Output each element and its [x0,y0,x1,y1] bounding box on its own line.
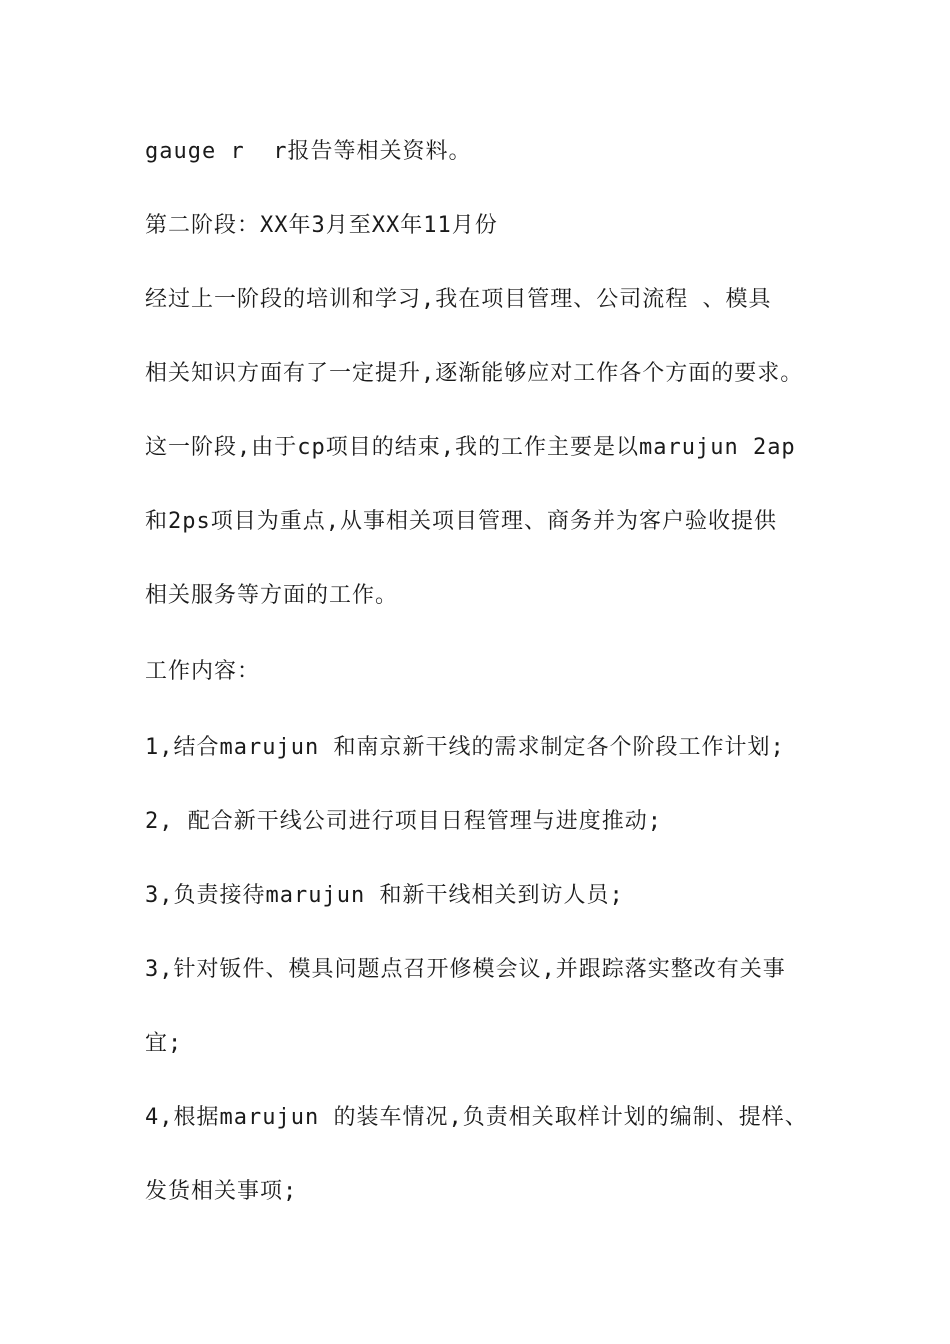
list-item: 1,结合marujun 和南京新干线的需求制定各个阶段工作计划; [145,735,785,760]
list-item: 发货相关事项; [145,1179,298,1204]
list-item: 3,负责接待marujun 和新干线相关到访人员; [145,883,624,908]
text-line: 和2ps项目为重点,从事相关项目管理、商务并为客户验收提供 [145,509,777,534]
list-item: 3,针对钣件、模具问题点召开修模会议,并跟踪落实整改有关事 [145,957,786,982]
text-line: gauge r r报告等相关资料。 [145,139,472,164]
text-line: 相关知识方面有了一定提升,逐渐能够应对工作各个方面的要求。 [145,361,804,386]
section-heading: 第二阶段：XX年3月至XX年11月份 [145,213,498,238]
list-item: 4,根据marujun 的装车情况,负责相关取样计划的编制、提样、 [145,1105,808,1130]
list-item: 宜; [145,1031,183,1056]
text-line: 这一阶段,由于cp项目的结束,我的工作主要是以marujun 2ap [145,435,796,460]
text-line: 相关服务等方面的工作。 [145,583,399,608]
list-item: 2, 配合新干线公司进行项目日程管理与进度推动; [145,809,662,834]
text-line: 经过上一阶段的培训和学习,我在项目管理、公司流程 、模具 [145,287,772,312]
section-heading: 工作内容： [145,659,261,684]
